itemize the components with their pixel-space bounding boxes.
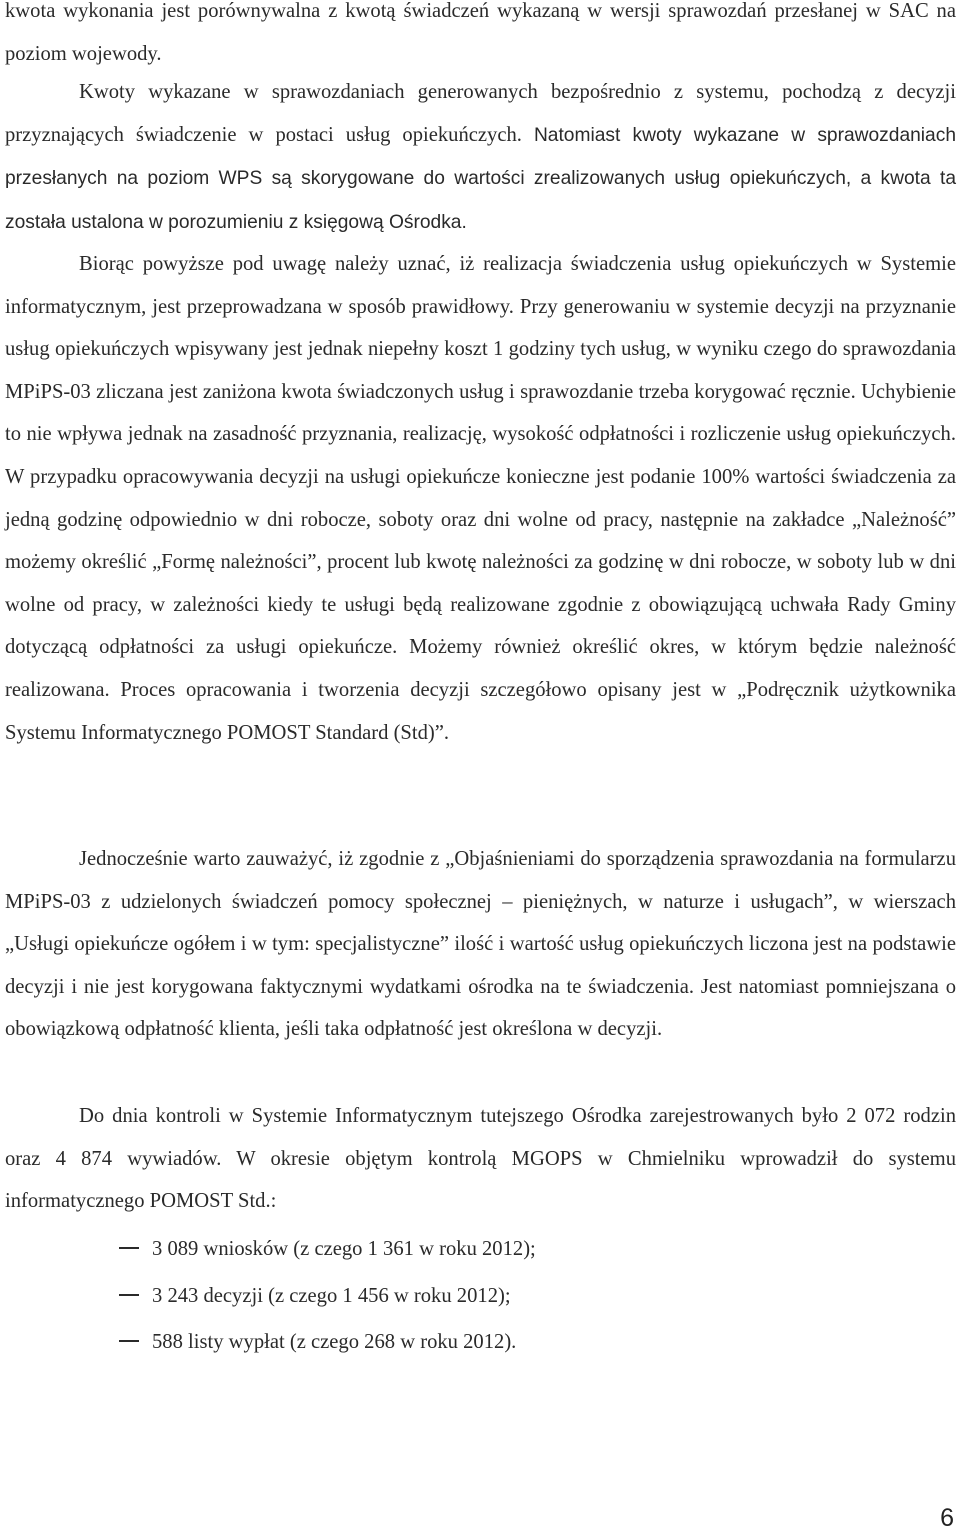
list-item-text: 588 listy wypłat (z czego 268 w roku 2012).	[152, 1331, 517, 1353]
list-item-text: 3 243 decyzji (z czego 1 456 w roku 2012);	[152, 1284, 511, 1307]
list-item	[5, 1273, 536, 1320]
paragraph-report-amounts	[5, 71, 956, 244]
paragraph-mpips-explanations: Jednocześnie warto zauważyć, iż zgodnie z „Objaśnieniami do sporządzenia sprawozdania na formularzu MPiPS-03 z udzielonych świadczeń pomocy społecznej – pieniężnych, w naturze i usługach”, w wierszach „Usługi opiekuńcze ogółem i w tym: specjalistyczne” ilość i wartość usług opiekuńczych liczona jest na podstawie decyzji i nie jest korygowana faktycznymi wydatkami ośrodka na te świadczenia. Jest natomiast pomniejszana o obowiązkową odpłatność klienta, jeśli taka odpłatność jest określona w decyzji.	[5, 848, 956, 1041]
paragraph-report-amounts-part-b: Natomiast kwoty wykazane w sprawozdaniach przesłanych na poziom WPS są skorygowane do wartości zrealizowanych usług opiekuńczych, a kwota ta została ustalona w porozumieniu z księgową Ośrodka.	[5, 124, 956, 233]
paragraph-inspection-stats: Do dnia kontroli w Systemie Informatycznym tutejszego Ośrodka zarejestrowanych było 2 072 rodzin oraz 4 874 wywiadów. W okresie objętym kontrolą MGOPS w Chmielniku wprowadził do systemu informatycznego POMOST Std.:	[5, 1105, 956, 1213]
page-number: 6	[940, 1504, 954, 1532]
list-item-text: 3 089 wniosków (z czego 1 361 w roku 2012);	[152, 1238, 536, 1260]
paragraph-care-services: Biorąc powyższe pod uwagę należy uznać, iż realizacja świadczenia usług opiekuńczych w Systemie informatycznym, jest przeprowadzana w sposób prawidłowy. Przy generowaniu w systemie decyzji na przyznanie usług opiekuńczych wpisywany jest jednak niepełny koszt 1 godziny tych usług, w wyniku czego do sprawozdania MPiPS-03 zliczana jest zaniżona kwota świadczonych usług i sprawozdanie trzeba korygować ręcznie. Uchybienie to nie wpływa jednak na zasadność przyznania, realizację, wysokość odpłatności i rozliczenie usług opiekuńczych. W przypadku opracowywania decyzji na usługi opiekuńcze konieczne jest podanie 100% wartości świadczenia za jedną godzinę odpowiednio w dni robocze, soboty oraz dni wolne od pracy, następnie na zakładce „Należność” możemy określić „Formę należności”, procent lub kwotę należności za godzinę w dni robocze, w soboty lub w dni wolne od pracy, w zależności kiedy te usługi będą realizowane zgodnie z obowiązującą uchwała Rady Gminy dotyczącą odpłatności za usługi opiekuńcze. Możemy również określić okres, w którym będzie należność realizowana. Proces opracowania i tworzenia decyzji szczegółowo opisany jest w „Podręcznik użytkownika Systemu Informatycznego POMOST Standard (Std)”.	[5, 253, 956, 744]
list-item	[5, 1319, 536, 1366]
paragraph-continuation: kwota wykonania jest porównywalna z kwotą świadczeń wykazaną w wersji sprawozdań przesłanej w SAC na poziom wojewody.	[5, 0, 956, 65]
records-list	[5, 1226, 536, 1366]
dash-bullet-icon	[119, 1294, 139, 1296]
paragraph-report-amounts-part-a: Kwoty wykazane w sprawozdaniach generowanych bezpośrednio z systemu, pochodzą z decyzji przyznających świadczenie w postaci usług opiekuńczych.	[5, 81, 956, 146]
dash-bullet-icon	[119, 1340, 139, 1342]
list-item	[5, 1226, 536, 1273]
dash-bullet-icon	[119, 1247, 139, 1249]
